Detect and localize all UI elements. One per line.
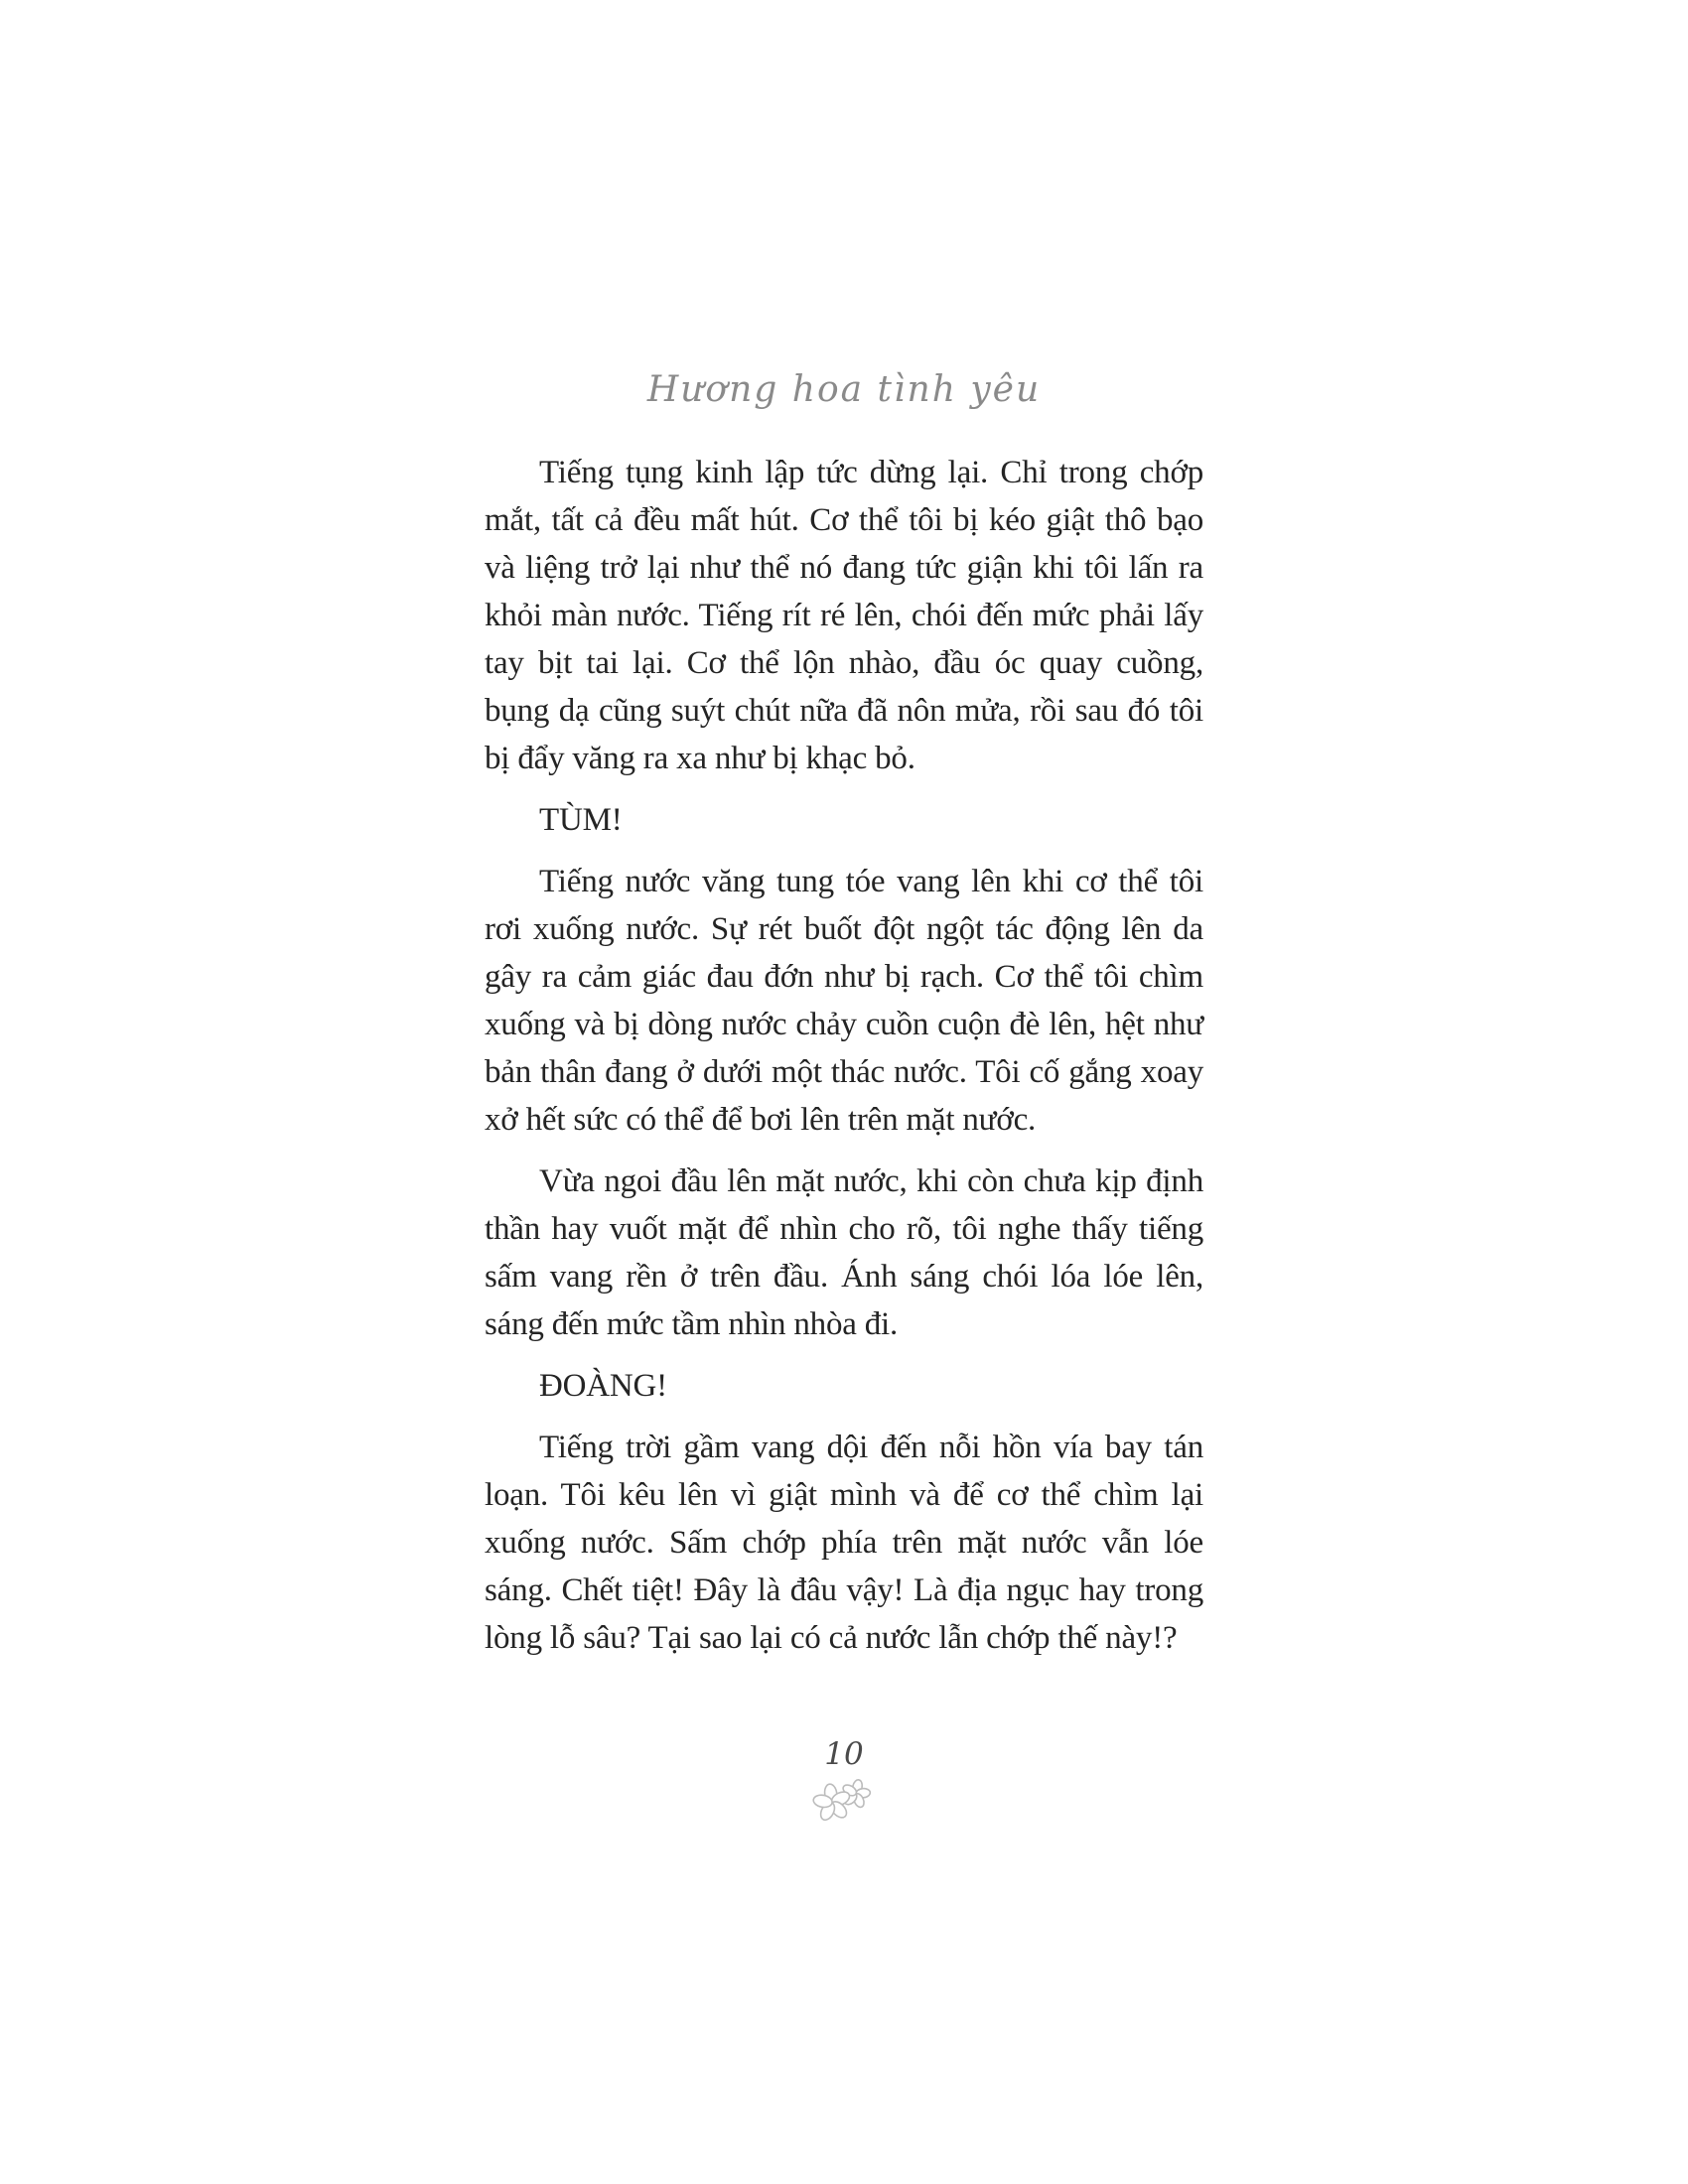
sound-effect-line: TÙM! bbox=[539, 802, 623, 838]
running-header: Hương hoa tình yêu bbox=[646, 369, 1042, 410]
plumeria-flowers-ornament-icon bbox=[804, 1773, 884, 1825]
paragraph: Tiếng nước văng tung tóe vang lên khi cơ thể tôi rơi xuống nước. Sự rét buốt đột ngột tác động lên da gây ra cảm giác đau đớn như bị rạch. Cơ thể tôi chìm xuống và bị dòng nước chảy cuồn cuộn đè lên, hệt như bản thân đang ở dưới một thác nước. Tôi cố gắng xoay xở hết sức có thể để bơi lên trên mặt nước. bbox=[485, 864, 1203, 1138]
page-number: 10 bbox=[824, 1736, 864, 1772]
page-footer bbox=[0, 1737, 1688, 1825]
paragraph: Tiếng trời gầm vang dội đến nỗi hồn vía bay tán loạn. Tôi kêu lên vì giật mình và để cơ thể chìm lại xuống nước. Sấm chớp phía trên mặt nước vẫn lóe sáng. Chết tiệt! Đây là đâu vậy! Là địa ngục hay trong lòng lỗ sâu? Tại sao lại có cả nước lẫn chớp thế này!? bbox=[485, 1430, 1203, 1656]
page-body bbox=[485, 449, 1203, 1676]
paragraph: Tiếng tụng kinh lập tức dừng lại. Chỉ trong chớp mắt, tất cả đều mất hút. Cơ thể tôi bị kéo giật thô bạo và liệng trở lại như thể nó đang tức giận khi tôi lấn ra khỏi màn nước. Tiếng rít ré lên, chói đến mức phải lấy tay bịt tai lại. Cơ thể lộn nhào, đầu óc quay cuồng, bụng dạ cũng suýt chút nữa đã nôn mửa, rồi sau đó tôi bị đẩy văng ra xa như bị khạc bỏ. bbox=[485, 455, 1203, 776]
paragraph: Vừa ngoi đầu lên mặt nước, khi còn chưa kịp định thần hay vuốt mặt để nhìn cho rõ, tôi nghe thấy tiếng sấm vang rền ở trên đầu. Ánh sáng chói lóa lóe lên, sáng đến mức tầm nhìn nhòa đi. bbox=[485, 1163, 1203, 1342]
sound-effect-line: ĐOÀNG! bbox=[539, 1368, 667, 1404]
